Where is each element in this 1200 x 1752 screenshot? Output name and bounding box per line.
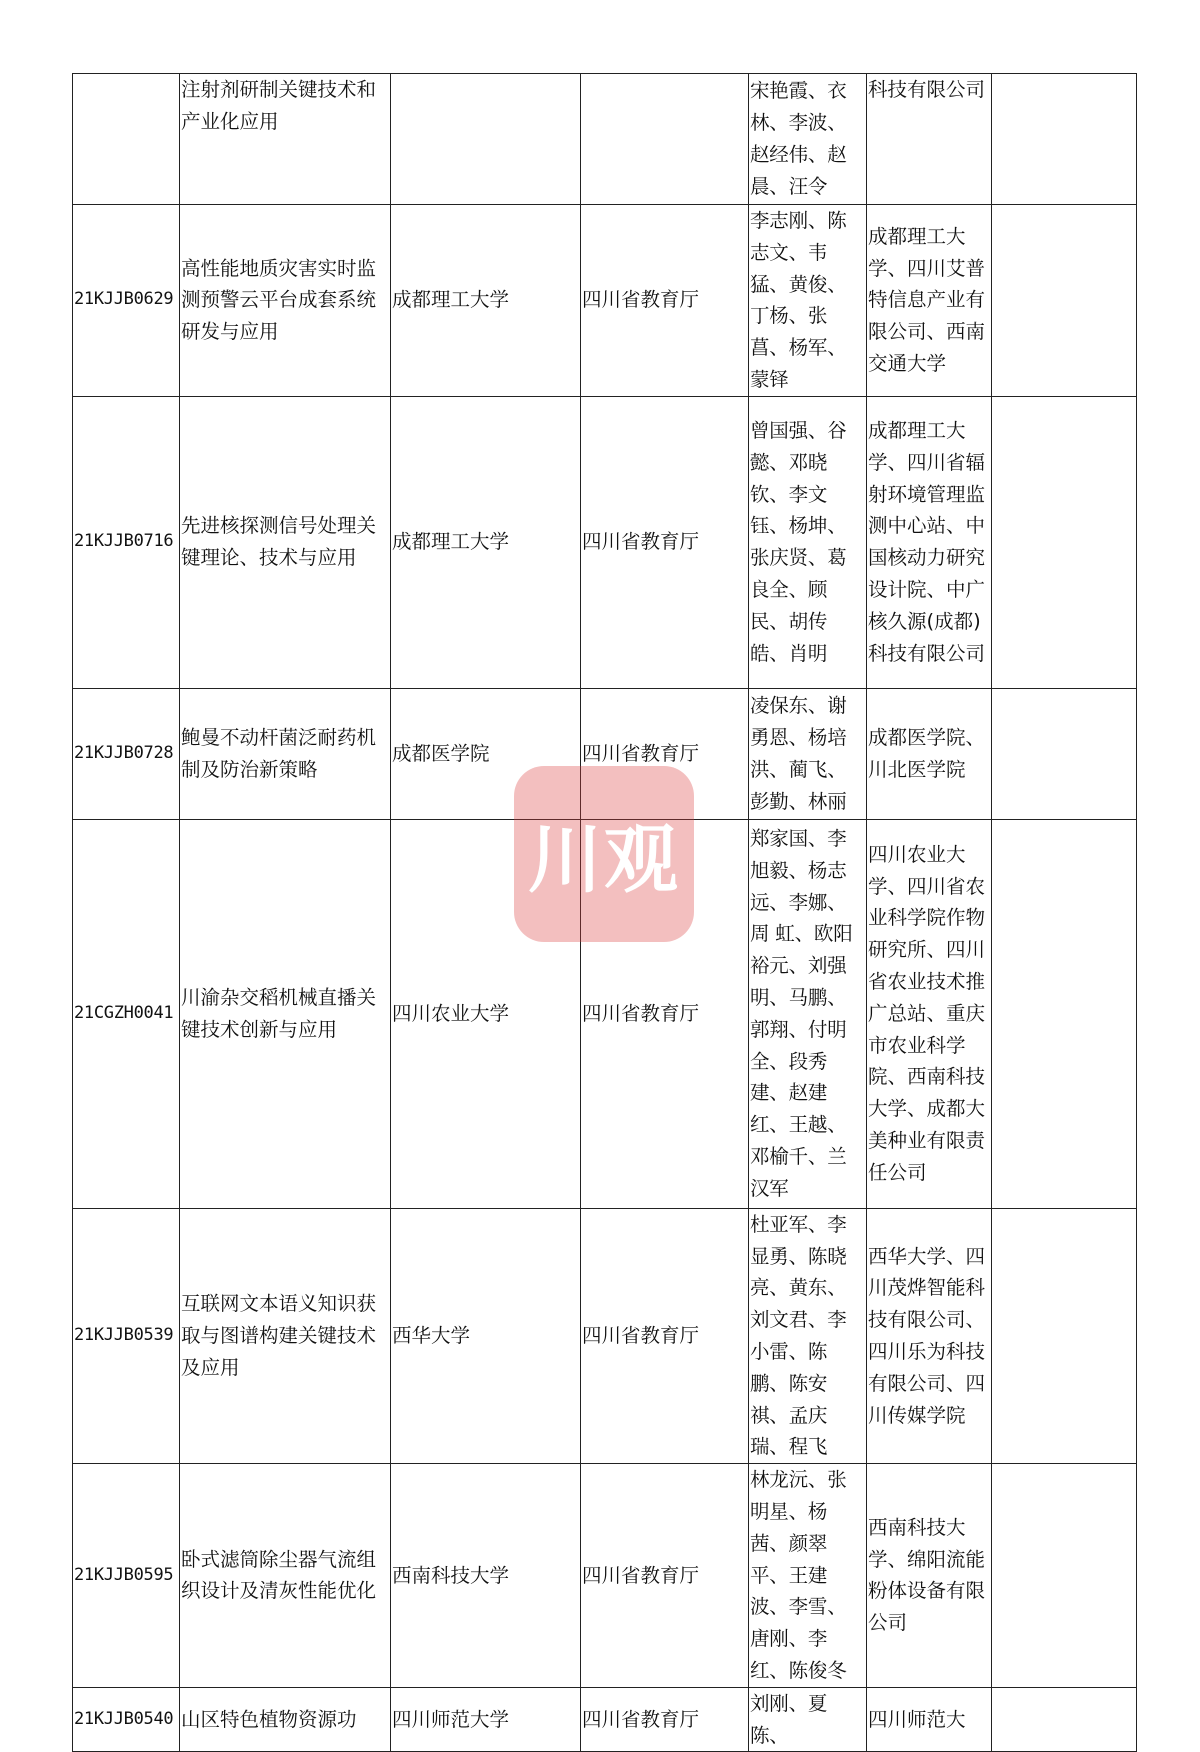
table-row bbox=[73, 205, 1137, 397]
chuanguan-watermark-logo bbox=[514, 766, 694, 942]
project-code-cell: 21KJJB0540 bbox=[73, 1687, 180, 1752]
lead-unit-cell: 成都理工大学 bbox=[391, 205, 581, 397]
project-code-cell: 21CGZH0041 bbox=[73, 819, 180, 1208]
contributors-cell: 林龙沅、张明星、杨茜、颜翠平、王建波、李雪、唐刚、李红、陈俊冬 bbox=[749, 1464, 867, 1688]
contributors-cell: 宋艳霞、衣林、李波、赵经伟、赵晨、汪令 bbox=[749, 74, 867, 205]
partner-units-cell: 四川农业大学、四川省农业科学院作物研究所、四川省农业技术推广总站、重庆市农业科学院、西南科技大学、成都大美种业有限责任公司 bbox=[867, 819, 992, 1208]
recommending-dept-cell: 四川省教育厅 bbox=[581, 396, 749, 688]
project-code-cell: 21KJJB0539 bbox=[73, 1208, 180, 1463]
extra-cell bbox=[992, 1208, 1137, 1463]
lead-unit-cell: 西南科技大学 bbox=[391, 1464, 581, 1688]
watermark-text: 川观 bbox=[528, 817, 680, 903]
project-name-cell: 互联网文本语义知识获取与图谱构建关键技术及应用 bbox=[180, 1208, 391, 1463]
project-code-cell: 21KJJB0716 bbox=[73, 396, 180, 688]
lead-unit-cell bbox=[391, 74, 581, 205]
table-row bbox=[73, 396, 1137, 688]
contributors-cell: 郑家国、李旭毅、杨志远、李娜、周 虹、欧阳裕元、刘强明、马鹏、郭翔、付明全、段秀建、赵建红、王越、邓榆千、兰汉军 bbox=[749, 819, 867, 1208]
project-name-cell: 卧式滤筒除尘器气流组织设计及清灰性能优化 bbox=[180, 1464, 391, 1688]
partner-units-cell: 成都理工大学、四川艾普特信息产业有限公司、西南交通大学 bbox=[867, 205, 992, 397]
partner-units-cell: 西华大学、四川茂烨智能科技有限公司、四川乐为科技有限公司、四川传媒学院 bbox=[867, 1208, 992, 1463]
table-row bbox=[73, 1208, 1137, 1463]
project-code-cell: 21KJJB0728 bbox=[73, 688, 180, 819]
project-name-cell: 注射剂研制关键技术和产业化应用 bbox=[180, 74, 391, 205]
extra-cell bbox=[992, 688, 1137, 819]
extra-cell bbox=[992, 74, 1137, 205]
contributors-cell: 杜亚军、李显勇、陈晓亮、黄东、刘文君、李小雷、陈鹏、陈安祺、孟庆瑞、程飞 bbox=[749, 1208, 867, 1463]
project-name-cell: 先进核探测信号处理关键理论、技术与应用 bbox=[180, 396, 391, 688]
contributors-cell: 刘刚、夏陈、 bbox=[749, 1687, 867, 1752]
lead-unit-cell: 成都理工大学 bbox=[391, 396, 581, 688]
lead-unit-cell: 四川师范大学 bbox=[391, 1687, 581, 1752]
project-name-cell: 鲍曼不动杆菌泛耐药机制及防治新策略 bbox=[180, 688, 391, 819]
lead-unit-cell: 四川农业大学 bbox=[391, 819, 581, 1208]
extra-cell bbox=[992, 819, 1137, 1208]
project-code-cell: 21KJJB0629 bbox=[73, 205, 180, 397]
lead-unit-cell: 西华大学 bbox=[391, 1208, 581, 1463]
contributors-cell: 凌保东、谢勇恩、杨培洪、蔺飞、彭勤、林丽 bbox=[749, 688, 867, 819]
partner-units-cell: 成都医学院、川北医学院 bbox=[867, 688, 992, 819]
recommending-dept-cell: 四川省教育厅 bbox=[581, 1208, 749, 1463]
project-name-cell: 山区特色植物资源功 bbox=[180, 1687, 391, 1752]
recommending-dept-cell: 四川省教育厅 bbox=[581, 1464, 749, 1688]
project-name-cell: 高性能地质灾害实时监测预警云平台成套系统研发与应用 bbox=[180, 205, 391, 397]
table-row bbox=[73, 1687, 1137, 1752]
partner-units-cell: 科技有限公司 bbox=[867, 74, 992, 205]
lead-unit-cell: 成都医学院 bbox=[391, 688, 581, 819]
extra-cell bbox=[992, 1687, 1137, 1752]
recommending-dept-cell: 四川省教育厅 bbox=[581, 819, 749, 1208]
project-code-cell bbox=[73, 74, 180, 205]
contributors-cell: 曾国强、谷懿、邓晓钦、李文钰、杨坤、张庆贤、葛良全、顾民、胡传皓、肖明 bbox=[749, 396, 867, 688]
extra-cell bbox=[992, 396, 1137, 688]
project-name-cell: 川渝杂交稻机械直播关键技术创新与应用 bbox=[180, 819, 391, 1208]
partner-units-cell: 西南科技大学、绵阳流能粉体设备有限公司 bbox=[867, 1464, 992, 1688]
partner-units-cell: 成都理工大学、四川省辐射环境管理监测中心站、中国核动力研究设计院、中广核久源(成都)科技有限公司 bbox=[867, 396, 992, 688]
partner-units-cell: 四川师范大 bbox=[867, 1687, 992, 1752]
contributors-cell: 李志刚、陈志文、韦猛、黄俊、丁杨、张菖、杨军、蒙铎 bbox=[749, 205, 867, 397]
table-row bbox=[73, 74, 1137, 205]
recommending-dept-cell: 四川省教育厅 bbox=[581, 688, 749, 819]
extra-cell bbox=[992, 1464, 1137, 1688]
project-code-cell: 21KJJB0595 bbox=[73, 1464, 180, 1688]
recommending-dept-cell: 四川省教育厅 bbox=[581, 1687, 749, 1752]
table-row bbox=[73, 1464, 1137, 1688]
recommending-dept-cell: 四川省教育厅 bbox=[581, 205, 749, 397]
extra-cell bbox=[992, 205, 1137, 397]
recommending-dept-cell bbox=[581, 74, 749, 205]
